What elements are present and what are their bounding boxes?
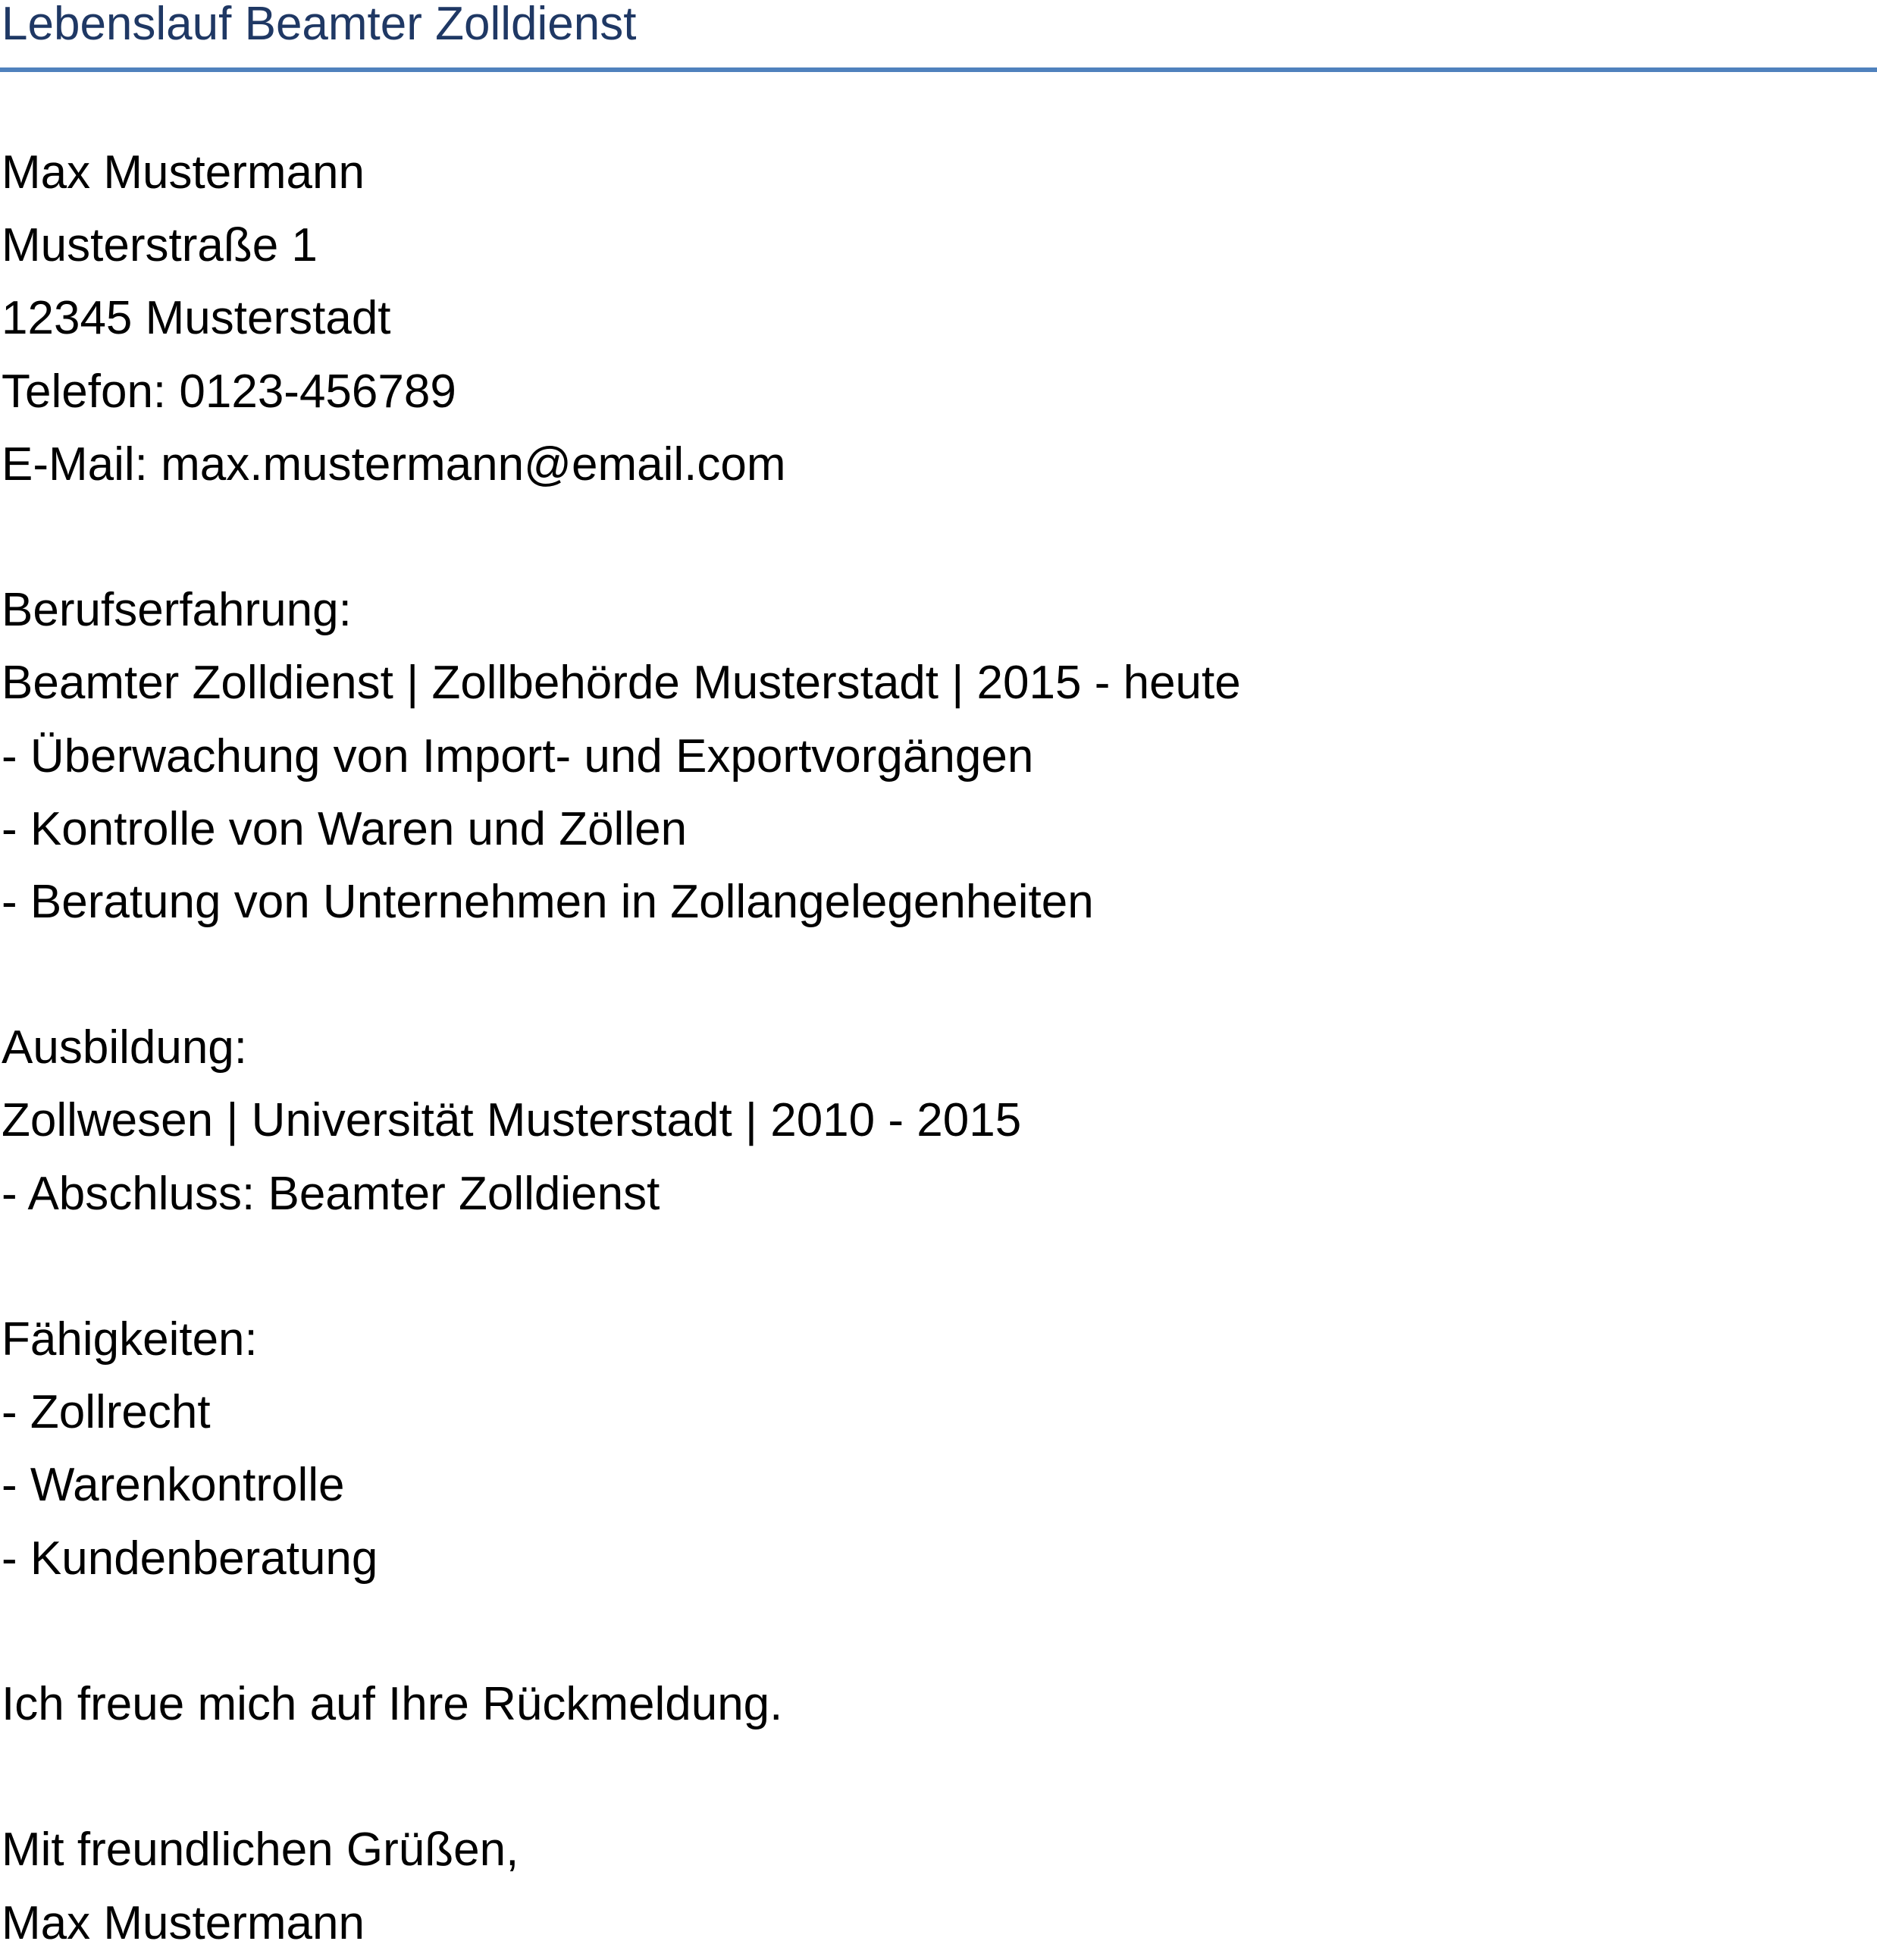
experience-heading: Berufserfahrung: [2, 584, 352, 637]
skill-item: - Warenkontrolle [2, 1459, 345, 1512]
experience-task: - Überwachung von Import- und Exportvorgängen [2, 729, 1034, 782]
skill-item: - Kundenberatung [2, 1532, 378, 1585]
education-heading: Ausbildung: [2, 1021, 248, 1074]
experience-task: - Beratung von Unternehmen in Zollangelegenheiten [2, 875, 1094, 928]
skills-heading: Fähigkeiten: [2, 1313, 258, 1366]
experience-task: - Kontrolle von Waren und Zöllen [2, 802, 688, 855]
contact-phone: Telefon: 0123-456789 [2, 365, 456, 418]
blank-line [2, 1231, 1874, 1303]
contact-street: Musterstraße 1 [2, 219, 318, 272]
closing-greeting: Mit freundlichen Grüßen, [2, 1824, 519, 1877]
closing-sentence: Ich freue mich auf Ihre Rückmeldung. [2, 1677, 783, 1730]
document-body [2, 136, 1874, 1960]
contact-city: 12345 Musterstadt [2, 292, 391, 345]
education-degree: - Abschluss: Beamter Zolldienst [2, 1167, 660, 1220]
blank-line [2, 1741, 1874, 1814]
blank-line [2, 939, 1874, 1011]
education-program: Zollwesen | Universität Musterstadt | 2010 - 2015 [2, 1094, 1022, 1147]
contact-name: Max Mustermann [2, 146, 365, 199]
document-title: Lebenslauf Beamter Zolldienst [2, 0, 637, 50]
blank-line [2, 501, 1874, 574]
signature-name: Max Mustermann [2, 1896, 365, 1949]
experience-position: Beamter Zolldienst | Zollbehörde Musterstadt | 2015 - heute [2, 657, 1241, 710]
title-underline [0, 67, 1877, 72]
blank-line [2, 1595, 1874, 1668]
contact-email: E-Mail: max.mustermann@email.com [2, 437, 786, 491]
skill-item: - Zollrecht [2, 1386, 211, 1439]
